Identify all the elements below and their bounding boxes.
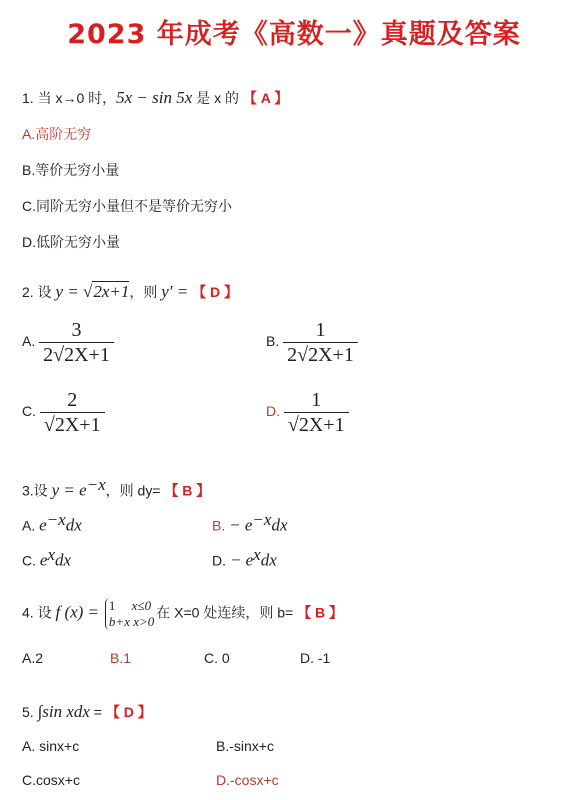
q2-answer: 【 D 】	[192, 284, 239, 300]
q3-option-c-tail: dx	[54, 550, 72, 570]
q5-equals: =	[89, 704, 102, 720]
q3-option-d-label: D.	[212, 552, 226, 569]
q5-answer: 【 D 】	[105, 704, 152, 720]
q4-suffix: 在 X=0 处连续，则 b=	[156, 604, 294, 621]
q4-case-2-cond: x>0	[133, 614, 155, 629]
q3-expression: y = e	[51, 480, 87, 500]
q2-option-b-label: B.	[266, 333, 280, 350]
q4-answer: 【 B 】	[297, 604, 343, 621]
q4-option-c: C. 0	[204, 650, 230, 666]
q3-prefix: 3.设	[22, 482, 52, 499]
q3-option-c-label: C.	[22, 552, 36, 569]
q5-option-a: A. sinx+c	[22, 738, 80, 754]
q3-option-a	[22, 510, 82, 536]
q3-option-b-tail: dx	[271, 515, 288, 535]
q3-option-d	[212, 545, 277, 571]
q4-piecewise	[105, 598, 154, 630]
q4-expression: f (x) =	[55, 602, 100, 622]
q3-option-c-exp: x	[47, 545, 55, 564]
q2-mid: ，则	[129, 284, 162, 300]
q5-option-c: C.cosx+c	[22, 772, 80, 788]
q3-option-c-expr: e	[39, 550, 48, 570]
q2-option-a	[22, 318, 114, 367]
q1-prefix: 1. 当 x→0 时，	[22, 90, 117, 106]
q2-derivative: y′ =	[161, 282, 189, 301]
q5-option-b: B.-sinx+c	[216, 738, 274, 754]
q4-case-2-value: b+x	[108, 614, 130, 629]
q2-option-d-den: √2X+1	[284, 412, 349, 437]
question-5	[22, 702, 152, 722]
q3-exponent: −x	[86, 475, 106, 494]
q3-option-b-exp: −x	[252, 510, 272, 529]
page-title: 2023 年成考《高数一》真题及答案	[67, 19, 521, 50]
q1-option-d: D.低阶无穷小量	[22, 234, 120, 250]
q2-option-c-label: C.	[22, 403, 36, 420]
q2-option-c	[22, 388, 105, 437]
q2-option-a-den: 2√2X+1	[39, 342, 114, 367]
q2-option-b-fraction	[283, 318, 358, 367]
q4-option-a: A.2	[22, 650, 44, 666]
question-4	[22, 598, 343, 630]
q2-option-d-num: 1	[311, 389, 322, 411]
q1-expression: 5x − sin 5x	[116, 88, 193, 107]
question-1	[22, 88, 288, 108]
q2-option-b	[266, 318, 358, 367]
q2-option-d	[266, 388, 349, 437]
q2-prefix: 2. 设	[22, 284, 56, 300]
q3-option-a-exp: −x	[46, 510, 66, 529]
q3-option-d-exp: x	[253, 545, 261, 564]
q3-option-c	[22, 545, 71, 571]
q2-option-b-den: 2√2X+1	[283, 342, 358, 367]
q3-option-b-expr: − e	[229, 515, 253, 535]
q2-option-b-num: 1	[315, 319, 326, 341]
q3-option-b	[212, 510, 287, 536]
q3-option-d-tail: dx	[260, 550, 277, 570]
q1-option-a: A.高阶无穷	[22, 126, 92, 142]
q1-answer: 【 A 】	[242, 90, 289, 106]
q2-option-c-num: 2	[67, 389, 78, 411]
q2-option-d-fraction	[284, 388, 349, 437]
q3-option-a-expr: e	[39, 515, 47, 535]
q3-option-a-tail: dx	[65, 515, 82, 535]
q1-suffix: 是 x 的	[192, 90, 239, 106]
q5-prefix: 5.	[22, 704, 38, 720]
q3-option-a-label: A.	[22, 517, 36, 534]
question-3	[22, 475, 210, 501]
q2-expression: y = √2x+1	[55, 282, 130, 301]
question-2	[22, 282, 238, 302]
q4-option-b: B.1	[110, 650, 132, 666]
q2-option-d-label: D.	[266, 403, 280, 420]
q1-option-c: C.同阶无穷小量但不是等价无穷小	[22, 198, 232, 214]
q2-option-c-fraction	[40, 388, 105, 437]
q4-case-1-cond: x≤0	[131, 598, 152, 613]
q2-option-a-fraction	[39, 318, 114, 367]
q3-answer: 【 B 】	[164, 482, 211, 499]
q4-case-1-value: 1	[108, 598, 116, 613]
q3-option-d-expr: − e	[229, 550, 254, 570]
q2-option-a-num: 3	[71, 319, 82, 341]
q1-option-b: B.等价无穷小量	[22, 162, 120, 178]
q4-case-2	[109, 614, 154, 630]
q5-option-d: D.-cosx+c	[216, 772, 279, 788]
q4-case-1	[109, 598, 154, 614]
q3-mid: ，则 dy=	[105, 482, 161, 499]
q2-option-a-label: A.	[22, 333, 36, 350]
q4-option-d: D. -1	[300, 650, 331, 666]
q3-option-b-label: B.	[212, 517, 226, 534]
q5-expression: ∫sin xdx	[37, 702, 90, 721]
q2-option-c-den: √2X+1	[40, 412, 105, 437]
q4-prefix: 4. 设	[22, 604, 56, 621]
